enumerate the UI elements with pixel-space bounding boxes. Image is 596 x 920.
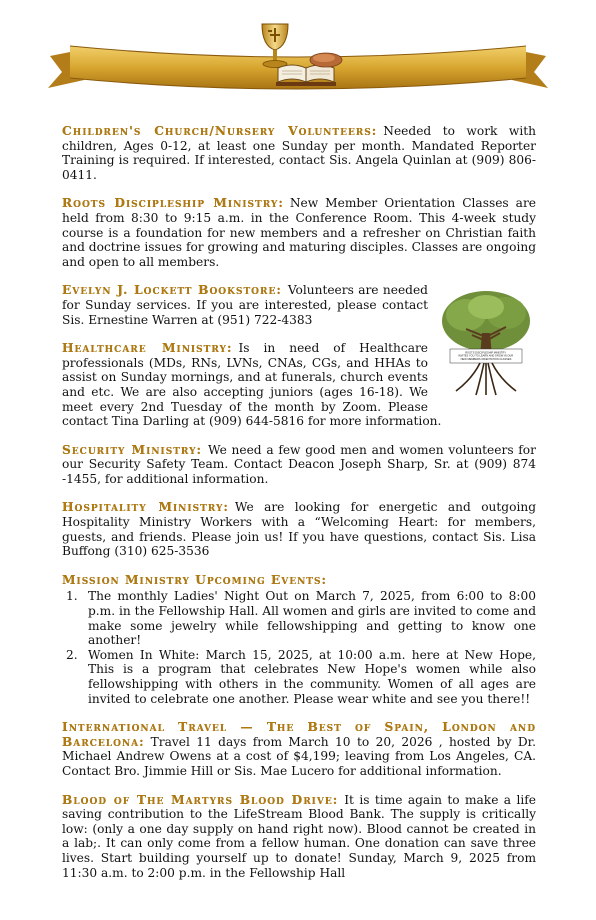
mission-section bbox=[62, 573, 536, 706]
mission-events-list bbox=[62, 589, 536, 706]
bookstore-body: Volunteers are needed for Sunday services. If you are interested, please contact Sis. Ernestine Warren at (951) 722-4383 bbox=[62, 283, 428, 327]
roots-discipleship-body: New Member Orientation Classes are held from 8:30 to 9:15 a.m. in the Conference Room. This 4-week study course is a foundation for new members and a refresher on Christian faith and doctrine issues for growing and maturing disciples. Classes are ongoing and open to all members. bbox=[62, 196, 536, 269]
list-item-text: Women In White: March 15, 2025, at 10:00 a.m. here at New Hope, This is a program that celebrates New Hope's women while also fellowshipping with others in the community. Women of all ages are invited to celebrate one another. Please wear white and see you there!! bbox=[88, 647, 536, 706]
travel-heading: International Travel — The Best of Spain, London and Barcelona: bbox=[62, 720, 536, 749]
bible-icon bbox=[276, 65, 336, 86]
tree-caption: ROOTS DISCIPLESHIP MINISTRY INVITES YOU TO LEARN AND GROW IN OUR NEW MEMBERS ORIENTATION CLASSES bbox=[458, 351, 514, 362]
travel-body: Travel 11 days from March 10 to 20, 2026 , hosted by Dr. Michael Andrew Owens at a cost of $4,199; leaving from Los Angeles, CA. Contact Bro. Jimmie Hill or Sis. Mae Lucero for additional information. bbox=[62, 734, 536, 778]
roots-tree-image bbox=[436, 287, 536, 397]
childrens-church-heading: Children's Church/Nursery Volunteers: bbox=[62, 124, 378, 138]
list-item-number: 2. bbox=[66, 647, 78, 662]
security-body: We need a few good men and women volunteers for our Security Safety Team. Contact Deacon Joseph Sharp, Sr. at (909) 874 -1455, for additional information. bbox=[62, 442, 536, 486]
blood-drive-heading: Blood of The Martyrs Blood Drive: bbox=[62, 792, 339, 807]
list-item-number: 1. bbox=[66, 589, 78, 604]
list-item bbox=[62, 648, 536, 706]
tree-icon bbox=[436, 287, 536, 397]
list-item-text: The monthly Ladies' Night Out on March 7, 2025, from 6:00 to 8:00 p.m. in the Fellowship Hall. All women and girls are invited to come and make some jewelry while fellowshipping and getting to know one another! bbox=[88, 589, 536, 648]
hospitality-heading: Hospitality Ministry: bbox=[62, 500, 229, 515]
list-item bbox=[62, 589, 536, 647]
hospitality-section bbox=[62, 500, 536, 558]
bread-icon bbox=[310, 53, 342, 67]
security-section bbox=[62, 443, 536, 487]
roots-discipleship-heading: Roots Discipleship Ministry: bbox=[62, 196, 284, 211]
healthcare-body: Is in need of Healthcare professionals (MDs, RNs, LVNs, CNAs, CGs, and HHAs to assist on Sunday mornings, and at funerals, church events and etc. We are also accepting juniors (ages 16-18). We meet every 2nd Tuesday of the month by Zoom. Please contact Tina Darling at (909) 644-5816 for more information. bbox=[62, 341, 442, 429]
hospitality-body: We are looking for energetic and outgoing Hospitality Ministry Workers with a “Welcoming Heart: for members, guests, and friends. Please join us! If you have questions, contact Sis. Lisa Buffong (310) 625-3536 bbox=[62, 500, 536, 559]
childrens-church-section bbox=[62, 124, 536, 182]
header-banner bbox=[40, 16, 556, 106]
bulletin-content bbox=[62, 124, 536, 894]
blood-drive-section bbox=[62, 793, 536, 881]
mission-heading: Mission Ministry Upcoming Events: bbox=[62, 572, 328, 587]
childrens-church-body: Needed to work with children, Ages 0-12, at least one Sunday per month. Mandated Reporter Training is required. If interested, contact Sis. Angela Quinlan at (909) 806-0411. bbox=[62, 124, 536, 182]
travel-section bbox=[62, 720, 536, 778]
roots-discipleship-section bbox=[62, 196, 536, 269]
bookstore-heading: Evelyn J. Lockett Bookstore: bbox=[62, 283, 282, 298]
healthcare-heading: Healthcare Ministry: bbox=[62, 341, 233, 356]
security-heading: Security Ministry: bbox=[62, 442, 203, 457]
blood-drive-body: It is time again to make a life saving contribution to the LifeStream Blood Bank. The supply is critically low: (only a one day supply on hand right now). Blood cannot be created in a lab;. It can only come from a fellow human. One donation can save three lives. Start building yourself up to donate! Sunday, March 9, 2025 from 11:30 a.m. to 2:00 p.m. in the Fellowship Hall bbox=[62, 792, 536, 880]
